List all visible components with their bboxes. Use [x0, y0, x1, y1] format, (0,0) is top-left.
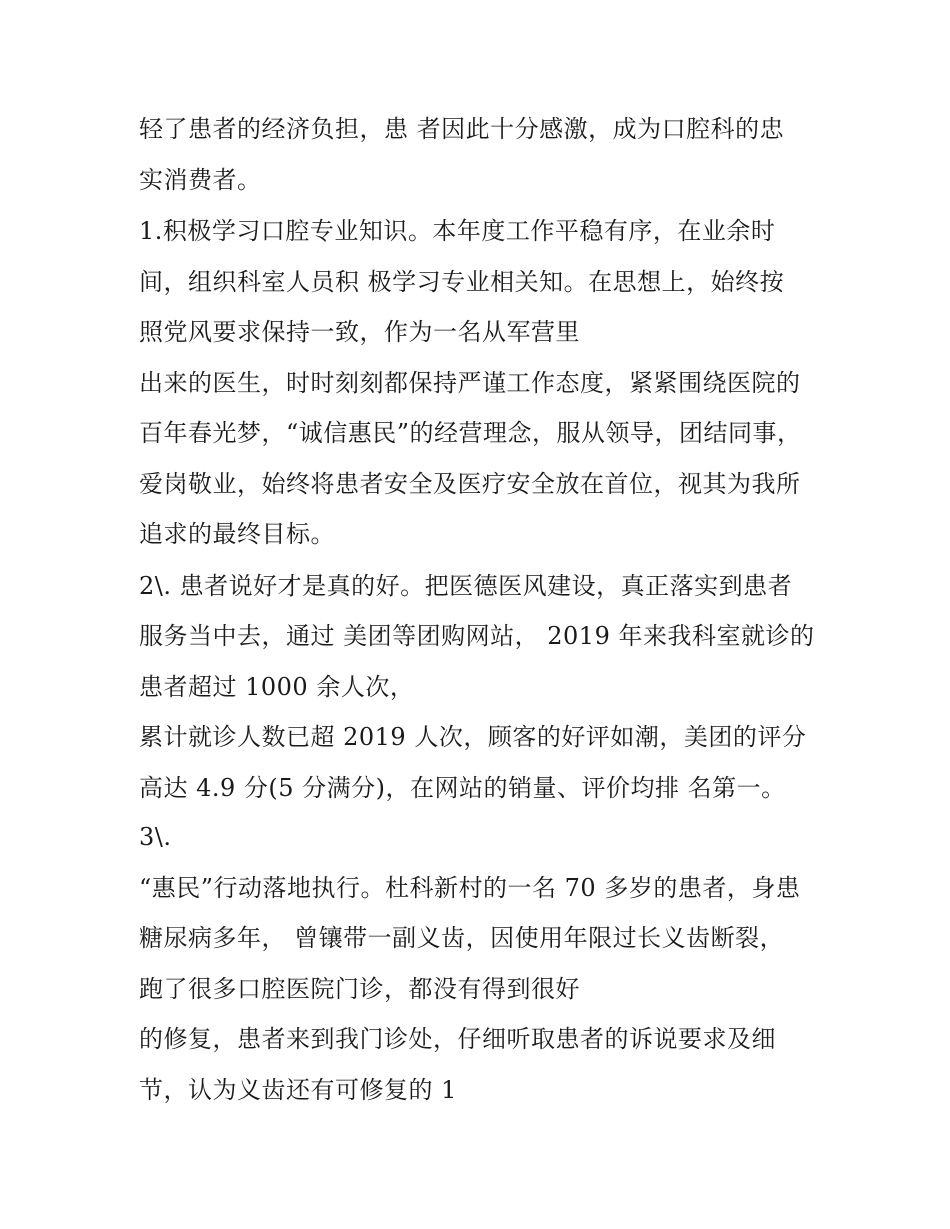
text-line: “惠民”行动落地执行。杜科新村的一名 70 多岁的患者，身患	[139, 874, 801, 902]
text-line: 服务当中去，通过 美团等团购网站， 2019 年来我科室就诊的	[139, 622, 815, 650]
text-line: 照党风要求保持一致，作为一名从军营里	[139, 318, 580, 346]
text-line: 出来的医生，时时刻刻都保持严谨工作态度，紧紧围绕医院的	[139, 369, 801, 397]
text-line: 2\. 患者说好才是真的好。把医德医风建设，真正落实到患者	[139, 572, 793, 600]
text-line: 高达 4.9 分(5 分满分)，在网站的销量、评价均排 名第一。	[139, 774, 786, 802]
text-line: 追求的最终目标。	[139, 520, 335, 548]
text-line: 爱岗敬业，始终将患者安全及医疗安全放在首位，视其为我所	[139, 470, 801, 498]
text-line: 实消费者。	[139, 166, 262, 194]
text-line: 3\.	[139, 823, 172, 851]
text-line: 轻了患者的经济负担，患 者因此十分感激，成为口腔科的忠	[139, 115, 785, 143]
text-line: 跑了很多口腔医院门诊，都没有得到很好	[139, 975, 580, 1003]
text-line: 间，组织科室人员积 极学习专业相关知。在思想上，始终按	[139, 268, 785, 296]
text-line: 的修复，患者来到我门诊处，仔细听取患者的诉说要求及细	[139, 1025, 776, 1053]
text-line: 患者超过 1000 余人次，	[139, 673, 415, 701]
text-line: 节，认为义齿还有可修复的 1	[139, 1076, 457, 1104]
text-line: 糖尿病多年， 曾镶带一副义齿，因使用年限过长义齿断裂，	[139, 924, 785, 952]
text-line: 累计就诊人数已超 2019 人次，顾客的好评如潮，美团的评分	[139, 723, 807, 751]
text-line: 百年春光梦，“诚信惠民”的经营理念，服从领导，团结同事，	[139, 419, 802, 447]
text-line: 1.积极学习口腔专业知识。本年度工作平稳有序，在业余时	[139, 217, 776, 245]
